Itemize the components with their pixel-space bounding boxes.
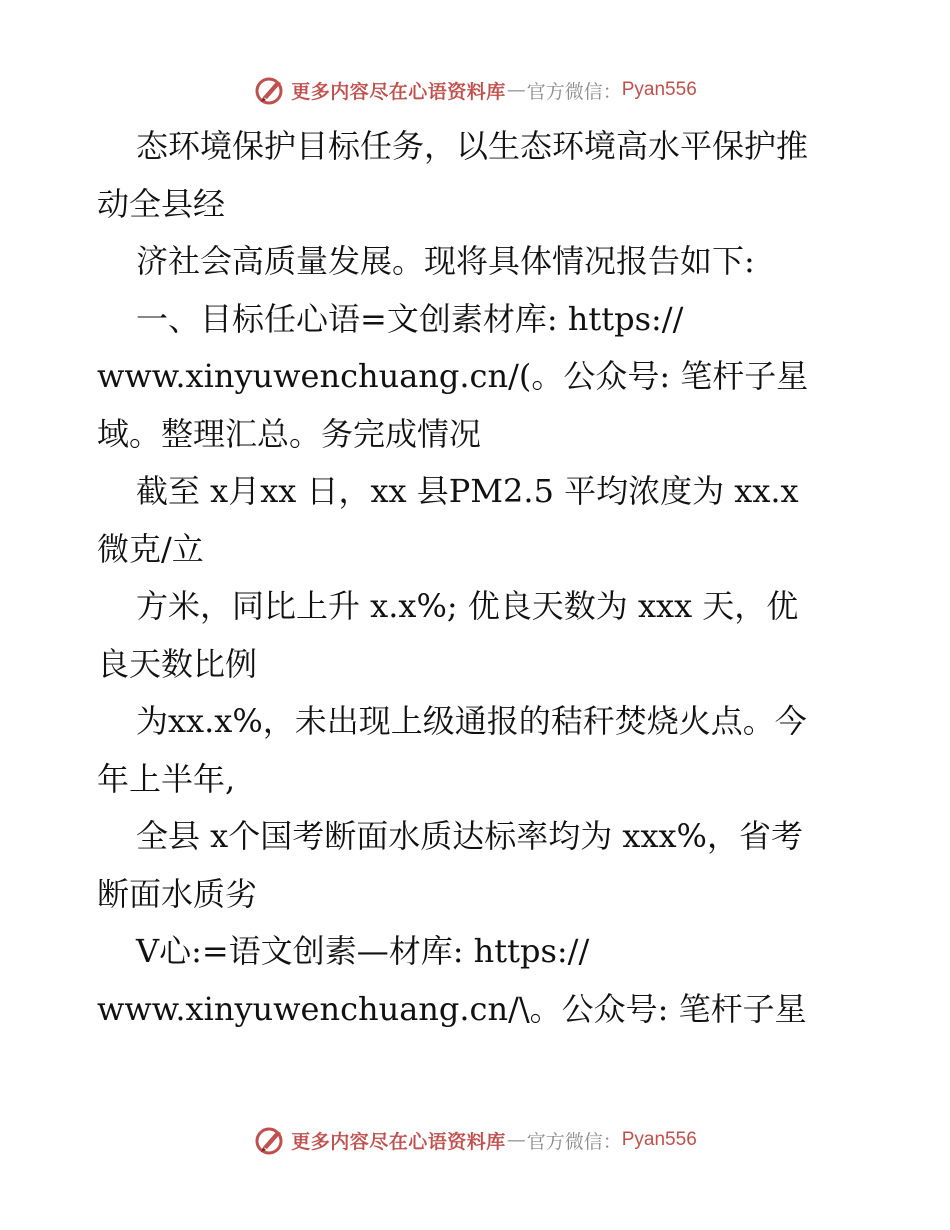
footer-banner [0, 1120, 950, 1160]
footer-separator: — [506, 1129, 526, 1151]
body-line: V心:=语文创素—材库: https:// [136, 932, 590, 970]
body-line: 断面水质劣 [97, 874, 258, 913]
body-line: 全县 x个国考断面水质达标率均为 xxx%，省考 [136, 817, 803, 855]
body-line: 方米，同比上升 x.x%; 优良天数为 xxx 天，优 [136, 587, 799, 625]
body-line: 济社会高质量发展。现将具体情况报告如下: [136, 242, 755, 280]
body-line: 域。整理汇总。务完成情况 [97, 414, 482, 453]
footer-wechat-label: 官方微信： [526, 1130, 622, 1153]
header-wechat-id: Pyan556 [621, 79, 697, 100]
body-line: 微克/立 [97, 529, 204, 568]
footer-wechat-id: Pyan556 [621, 1129, 697, 1150]
pen-logo-icon [253, 1123, 287, 1157]
footer-slogan: 更多内容尽在心语资料库 [291, 1130, 506, 1153]
section-heading: 一、目标任心语=文创素材库: https:// [136, 299, 684, 338]
body-line: 截至 x月xx 日，xx 县PM2.5 平均浓度为 xx.x [136, 472, 799, 510]
header-banner [0, 70, 950, 110]
body-line: 为xx.x%，未出现上级通报的秸秆焚烧火点。今 [136, 702, 807, 740]
document-body [97, 118, 867, 1038]
body-line: www.xinyuwenchuang.cn/(。公众号: 笔杆子星 [97, 357, 809, 395]
pen-logo-icon [253, 73, 287, 107]
header-slogan: 更多内容尽在心语资料库 [291, 80, 506, 103]
header-wechat-label: 官方微信： [526, 80, 622, 103]
body-line: 良天数比例 [97, 644, 258, 683]
header-separator: — [506, 79, 526, 101]
body-line: www.xinyuwenchuang.cn/\。公众号: 笔杆子星 [97, 989, 807, 1028]
body-line: 态环境保护目标任务，以生态环境高水平保护推 [136, 127, 809, 165]
body-line: 年上半年, [97, 759, 236, 798]
body-line: 动全县经 [97, 184, 226, 223]
